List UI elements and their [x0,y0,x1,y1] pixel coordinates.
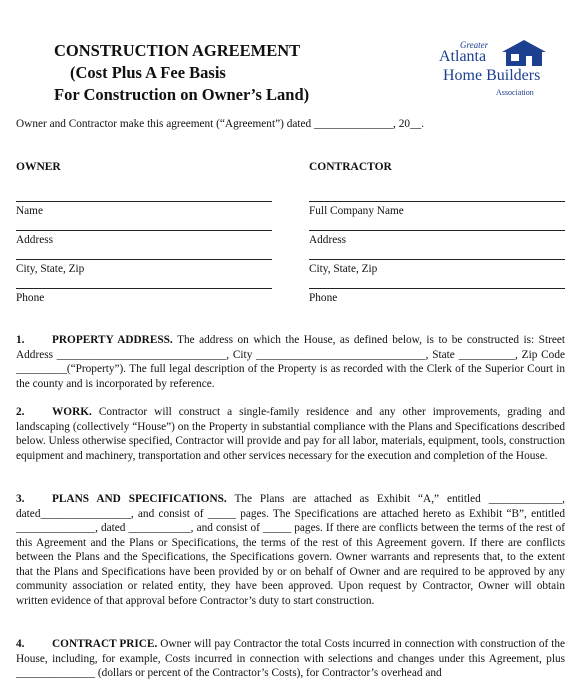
section-work [16,405,565,463]
logo-atlanta-text: Atlanta [439,48,487,65]
section-contract-price [16,637,565,681]
owner-phone-line[interactable] [16,288,272,289]
section-number: 4. [16,638,25,650]
contractor-city-line[interactable] [309,259,565,260]
section-body: The Plans are attached as Exhibit “A,” entitled _____________, dated________________, and consist of _____ pages. The Specifications are attached hereto as Exhibit “B”, entitled ______________, dated ___________, and consist of _____ pages. If there are conflicts between the terms of the rest of this Agreement and the Plans or Specifications, the terms of the rest of this Agreement govern. If there are conflicts between the Plans and the Specifications, the Specifications govern. Owner warrants and represents that, to the extent that the Plans and Specifications have been provided by or on behalf of Owner and are required to be approved by any community association or related entity, they have been approved. Upon request by Contractor, Owner will obtain written evidence of that approval before Contractor’s duty to start construction. [16,493,565,607]
owner-address-line[interactable] [16,230,272,231]
contractor-phone-line[interactable] [309,288,565,289]
owner-address-label: Address [16,234,54,246]
section-heading: CONTRACT PRICE. [52,638,158,650]
logo-home-builders-text: Home Builders [443,67,541,84]
section-body: The address on which the House, as defined below, is to be constructed is: Street Address ______________________________, City ______________________________, State __________, Zip Code _________(“Property”). The full legal description of the Property is as recorded with the Clerk of the Superior Court in the county and is incorporated by reference. [16,334,566,390]
section-number: 1. [16,334,25,346]
contractor-address-line[interactable] [309,230,565,231]
document-subtitle-line2: For Construction on Owner’s Land) [54,85,310,104]
section-heading: PROPERTY ADDRESS. [52,334,173,346]
section-property-address [16,333,565,391]
contractor-company-label: Full Company Name [309,205,404,217]
logo-greater-text: Greater [460,40,489,50]
owner-name-line[interactable] [16,201,272,202]
section-number: 2. [16,406,25,418]
owner-city-line[interactable] [16,259,272,260]
section-heading: WORK. [52,406,92,418]
document-title: CONSTRUCTION AGREEMENT [54,41,301,60]
contractor-phone-label: Phone [309,292,338,304]
owner-heading: OWNER [16,161,61,173]
logo-association-text: Association [496,88,534,97]
section-heading: PLANS AND SPECIFICATIONS. [52,493,227,505]
contractor-city-label: City, State, Zip [309,263,378,275]
agreement-intro: Owner and Contractor make this agreement (“Agreement”) dated ______________, 20__. [16,118,425,130]
contractor-heading: CONTRACTOR [309,161,392,173]
section-plans-specifications [16,492,565,608]
contractor-company-line[interactable] [309,201,565,202]
section-body: Owner will pay Contractor the total Costs incurred in connection with construction of the House, including, for example, Costs incurred in connection with selections and changes under this Agreement, plus ______________ (dollars or percent of the Contractor’s Costs), for Contractor’s overhead and [16,638,565,679]
owner-phone-label: Phone [16,292,45,304]
ahba-logo [428,36,558,102]
contractor-address-label: Address [309,234,347,246]
section-body: Contractor will construct a single-family residence and any other improvements, grading and landscaping (collectively “House”) on the Property in substantial compliance with the Plans and Specifications described below. Unless otherwise specified, Contractor will provide and pay for all labor, materials, equipment, tools, construction equipment and machinery, transportation and other services necessary for the execution and completion of the House. [16,406,566,462]
section-number: 3. [16,493,25,505]
document-subtitle-line1: (Cost Plus A Fee Basis [70,63,226,82]
owner-city-label: City, State, Zip [16,263,85,275]
house-icon [498,38,550,68]
owner-name-label: Name [16,205,43,217]
